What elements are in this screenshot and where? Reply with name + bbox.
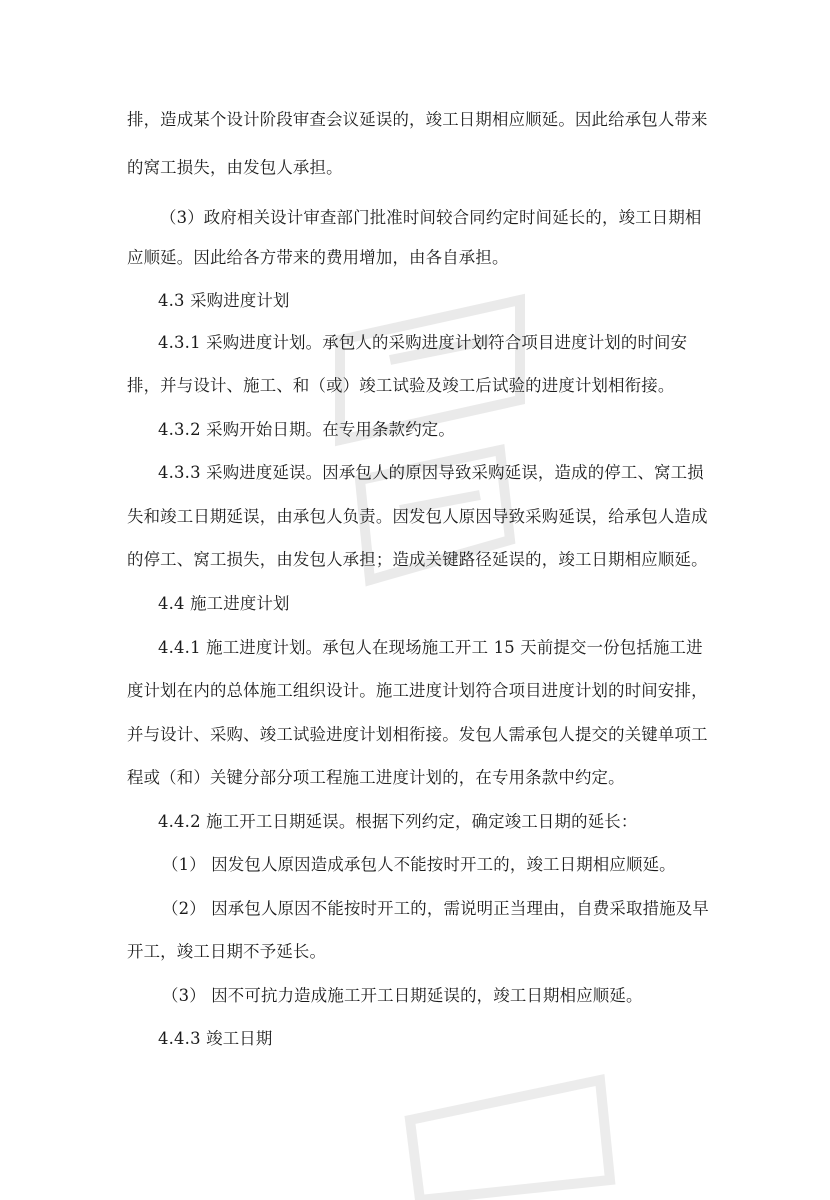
text-line: 排，并与设计、施工、和（或）竣工试验及竣工后试验的进度计划相衔接。	[127, 376, 675, 395]
text-line: （3） 因不可抗力造成施工开工日期延误的，竣工日期相应顺延。	[162, 986, 643, 1005]
text-line: 度计划在内的总体施工组织设计。施工进度计划符合项目进度计划的时间安排，	[127, 681, 708, 700]
text-line: 4.3.2 采购开始日期。在专用条款约定。	[158, 420, 455, 439]
text-line: （2） 因承包人原因不能按时开工的，需说明正当理由，自费采取措施及早	[162, 899, 709, 918]
text-line: 4.4.2 施工开工日期延误。根据下列约定，确定竣工日期的延长：	[158, 812, 638, 831]
text-line: 4.4.1 施工进度计划。承包人在现场施工开工 15 天前提交一份包括施工进	[158, 638, 703, 657]
section-heading: 4.3 采购进度计划	[158, 291, 290, 310]
text-line: 排，造成某个设计阶段审查会议延误的，竣工日期相应顺延。因此给承包人带来	[127, 110, 708, 129]
section-heading: 4.4.3 竣工日期	[158, 1029, 273, 1048]
text-line: 的窝工损失，由发包人承担。	[127, 158, 343, 177]
text-line: 4.3.3 采购进度延误。因承包人的原因导致采购延误，造成的停工、窝工损	[158, 463, 704, 482]
text-line: 并与设计、采购、竣工试验进度计划相衔接。发包人需承包人提交的关键单项工	[127, 725, 708, 744]
text-line: （3）政府相关设计审查部门批准时间较合同约定时间延长的，竣工日期相	[160, 208, 702, 227]
text-line: 的停工、窝工损失，由发包人承担；造成关键路径延误的，竣工日期相应顺延。	[127, 550, 708, 569]
text-line: 4.3.1 采购进度计划。承包人的采购进度计划符合项目进度计划的时间安	[158, 333, 688, 352]
text-line: 失和竣工日期延误，由承包人负责。因发包人原因导致采购延误，给承包人造成	[127, 507, 708, 526]
watermark-graphic-bottom	[380, 1060, 640, 1200]
section-heading: 4.4 施工进度计划	[158, 594, 290, 613]
text-line: 程或（和）关键分部分项工程施工进度计划的，在专用条款中约定。	[127, 768, 625, 787]
text-line: 应顺延。因此给各方带来的费用增加，由各自承担。	[127, 248, 509, 267]
text-line: 开工，竣工日期不予延长。	[127, 942, 327, 961]
text-line: （1） 因发包人原因造成承包人不能按时开工的，竣工日期相应顺延。	[162, 855, 676, 874]
